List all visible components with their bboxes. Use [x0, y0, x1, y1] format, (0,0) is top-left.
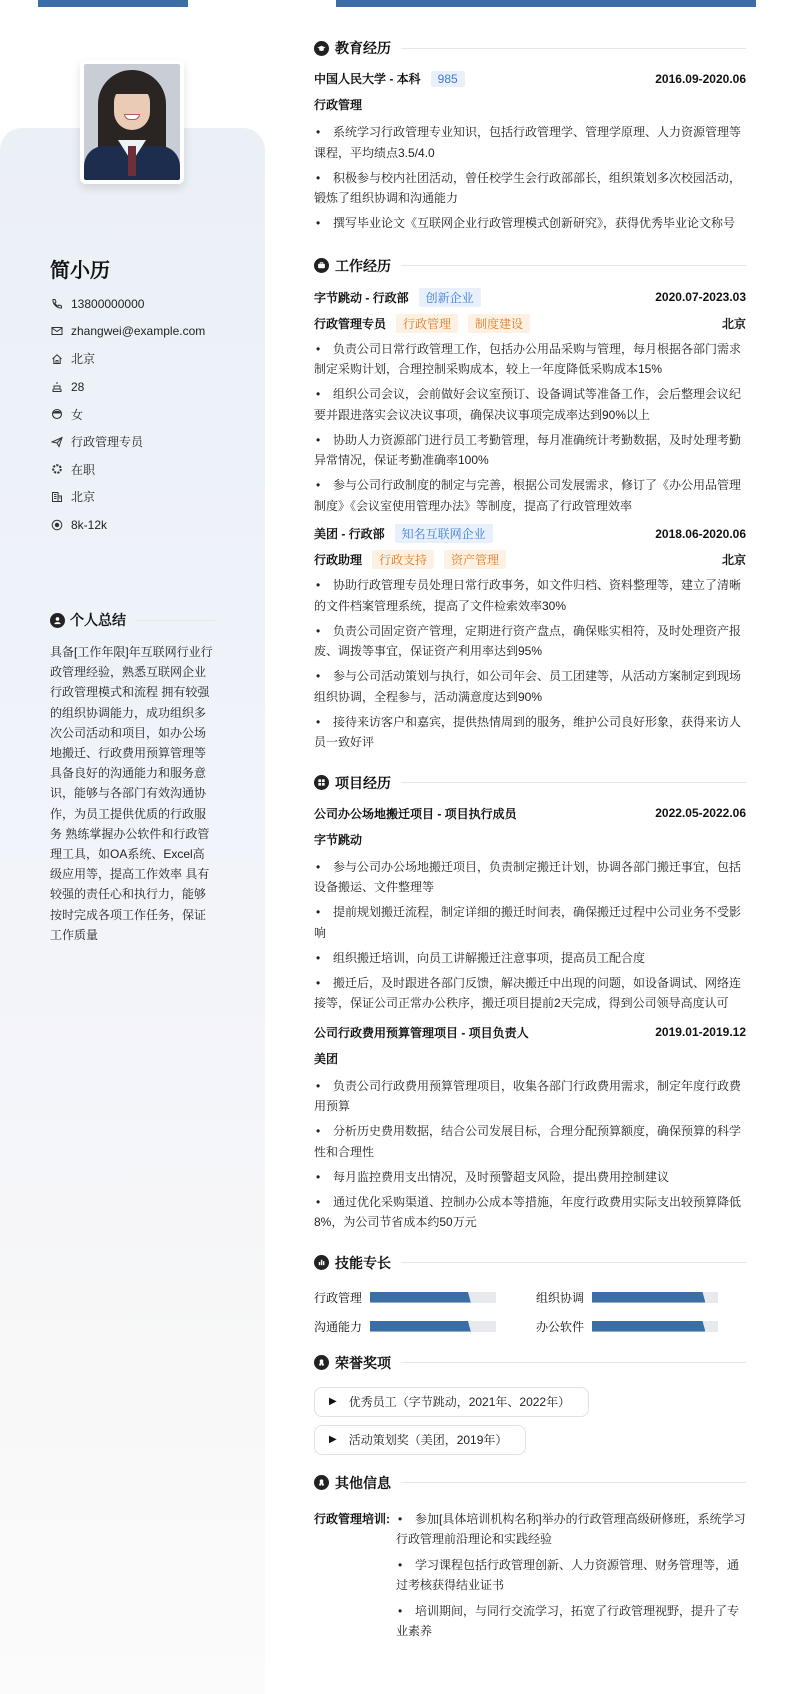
project-org: 字节跳动: [314, 832, 363, 847]
education-section: [314, 36, 746, 234]
avatar: [80, 60, 184, 184]
triangle-right-icon: ▶: [329, 1396, 337, 1407]
skills-section: [314, 1251, 746, 1335]
phone-icon: [50, 297, 64, 311]
education-row: 中国人民大学 - 本科 985 2016.09-2020.06: [314, 71, 746, 86]
work-role-row: 行政管理专员 行政管理 制度建设 北京: [314, 314, 746, 333]
skills-header: 技能专长: [314, 1251, 746, 1275]
list-item: • 搬迁后，及时跟进各部门反馈，解决搬迁中出现的问题，如设备调试、网络连接等，保证公司正常办公秩序，搬迁项目提前2天完成，得到公司领导高度认可: [314, 973, 746, 1014]
list-item: • 参与公司行政制度的制定与完善，根据公司发展需求，修订了《办公用品管理制度》《会议室使用管理办法》等制度，提高了行政管理效率: [314, 475, 746, 516]
other-header: 其他信息: [314, 1471, 746, 1495]
list-item: • 负责公司日常行政管理工作，包括办公用品采购与管理，每月根据各部门需求制定采购计划，合理控制采购成本，较上一年度降低采购成本15%: [314, 339, 746, 380]
contact-job: 行政管理专员: [50, 428, 205, 456]
bar-chart-icon: [314, 1255, 329, 1270]
skills-grid: [314, 1289, 746, 1335]
list-item: • 提前规划搬迁流程，制定详细的搬迁时间表，确保搬迁过程中公司业务不受影响: [314, 902, 746, 943]
awards-header: 荣誉奖项: [314, 1351, 746, 1375]
project-bullets: [314, 857, 746, 1014]
skill-bar-fill: [370, 1321, 471, 1332]
project-bullets: [314, 1076, 746, 1233]
list-item: • 撰写毕业论文《互联网企业行政管理模式创新研究》，获得优秀毕业论文称号: [314, 213, 746, 234]
skill-bar: [370, 1321, 496, 1332]
project-org: 美团: [314, 1051, 339, 1066]
salary-icon: [50, 518, 64, 532]
award-item[interactable]: ▶ 优秀员工（字节跳动，2021年、2022年）: [314, 1387, 589, 1417]
skill-bar-fill: [370, 1292, 471, 1303]
list-item: • 参与公司办公场地搬迁项目，负责制定搬迁计划，协调各部门搬迁事宜，包括设备搬运、文件整理等: [314, 857, 746, 898]
home-icon: [50, 352, 64, 366]
education-bullets: [314, 122, 746, 234]
skill-bar: [592, 1292, 718, 1303]
work-bullets: [314, 339, 746, 517]
projects-section: [314, 771, 746, 1233]
summary-text: 具备[工作年限]年互联网行业行政管理经验，熟悉互联网企业行政管理模式和流程 拥有较强的组织协调能力，成功组织多次公司活动和项目，如办公场地搬迁、行政费用预算管理等 具备良好的沟通能力和服务意识，能够与各部门有效沟通协作，为员工提供优质的行政服务 熟练掌握办公软件和行政管理工具，如OA系统、Excel高级应用等，提高工作效率 具有较强的责任心和执行力，能够按时完成各项工作任务，保证工作质量: [50, 645, 213, 942]
skill-bar-fill: [592, 1292, 705, 1303]
work-location: 北京: [721, 553, 746, 567]
work-location: 北京: [721, 316, 746, 331]
graduation-cap-icon: [314, 41, 329, 56]
list-item: • 协助行政管理专员处理日常行政事务，如文件归档、资料整理等，建立了清晰的文件档案管理系统，提高了文件检索效率30%: [314, 575, 746, 616]
other-section: [314, 1471, 746, 1647]
contact-status: 在职: [50, 456, 205, 484]
company-tag: 创新企业: [419, 288, 481, 307]
award-icon: [314, 1355, 329, 1370]
profile-photo: [84, 64, 180, 180]
info-icon: [314, 1475, 329, 1490]
award-item[interactable]: ▶ 活动策划奖（美团，2019年）: [314, 1425, 526, 1455]
work-bullets: [314, 575, 746, 753]
list-item: • 培训期间，与同行交流学习，拓宽了行政管理视野，提升了专业素养: [396, 1601, 746, 1642]
list-item: • 协助人力资源部门进行员工考勤管理，每月准确统计考勤数据，及时处理考勤异常情况，保证考勤准确率100%: [314, 430, 746, 471]
work-row: 美团 - 行政部 知名互联网企业 2018.06-2020.06: [314, 524, 746, 543]
role-tag: 行政支持: [372, 550, 434, 569]
project-row: 公司行政费用预算管理项目 - 项目负责人 2019.01-2019.12: [314, 1025, 746, 1040]
work-section: [314, 254, 746, 753]
contact-city: 北京: [50, 483, 205, 511]
list-item: • 接待来访客户和嘉宾，提供热情周到的服务，维护公司良好形象，获得来访人员一致好评: [314, 712, 746, 753]
contact-email: zhangwei@example.com: [50, 318, 205, 346]
contact-list: [50, 290, 205, 538]
skill-item: 办公软件: [536, 1318, 746, 1335]
skill-bar: [370, 1292, 496, 1303]
list-item: • 分析历史费用数据，结合公司发展目标，合理分配预算额度，确保预算的科学性和合理性: [314, 1121, 746, 1162]
education-date: 2016.09-2020.06: [655, 71, 746, 86]
divider: [401, 782, 746, 783]
skill-item: 沟通能力: [314, 1318, 536, 1335]
divider: [401, 1362, 746, 1363]
triangle-right-icon: ▶: [329, 1434, 337, 1445]
school-tag: 985: [431, 71, 465, 87]
contact-age: 28: [50, 373, 205, 401]
age-icon: [50, 380, 64, 394]
profile-name: 简小历: [50, 260, 110, 282]
work-date: 2020.07-2023.03: [655, 290, 746, 304]
list-item: • 负责公司固定资产管理，定期进行资产盘点，确保账实相符，及时处理资产报废、调拨等事宜，保证资产利用率达到95%: [314, 621, 746, 662]
divider: [136, 620, 215, 621]
skill-item: 行政管理: [314, 1289, 536, 1306]
top-accent-bar-right: [336, 0, 756, 7]
company-tag: 知名互联网企业: [395, 524, 493, 543]
work-role-row: 行政助理 行政支持 资产管理 北京: [314, 550, 746, 569]
list-item: • 组织搬迁培训，向员工讲解搬迁注意事项，提高员工配合度: [314, 948, 746, 969]
contact-location: 北京: [50, 345, 205, 373]
other-bullets: [396, 1509, 746, 1647]
other-training: [314, 1509, 746, 1647]
main-content: [314, 36, 746, 1647]
list-item: • 学习课程包括行政管理创新、人力资源管理、财务管理等，通过考核获得结业证书: [396, 1555, 746, 1596]
list-item: • 系统学习行政管理专业知识，包括行政管理学、管理学原理、人力资源管理等课程，平均绩点3.5/4.0: [314, 122, 746, 163]
contact-salary: 8k-12k: [50, 511, 205, 539]
project-date: 2022.05-2022.06: [655, 806, 746, 820]
summary-header: 个人总结: [50, 610, 215, 630]
projects-header: 项目经历: [314, 771, 746, 795]
grid-icon: [314, 775, 329, 790]
role-tag: 行政管理: [396, 314, 458, 333]
skill-bar: [592, 1321, 718, 1332]
divider: [401, 1262, 746, 1263]
skill-bar-fill: [592, 1321, 705, 1332]
gender-icon: [50, 407, 64, 421]
skill-item: 组织协调: [536, 1289, 746, 1306]
mail-icon: [50, 324, 64, 338]
role-tag: 资产管理: [444, 550, 506, 569]
awards-section: [314, 1351, 746, 1455]
list-item: • 参与公司活动策划与执行，如公司年会、员工团建等，从活动方案制定到现场组织协调，全程参与，活动满意度达到90%: [314, 666, 746, 707]
list-item: • 积极参与校内社团活动，曾任校学生会行政部部长，组织策划多次校园活动，锻炼了组织协调和沟通能力: [314, 168, 746, 209]
status-icon: [50, 462, 64, 476]
divider: [401, 48, 746, 49]
work-date: 2018.06-2020.06: [655, 526, 746, 541]
education-header: 教育经历: [314, 36, 746, 60]
top-accent-bar-left: [38, 0, 188, 7]
list-item: • 通过优化采购渠道、控制办公成本等措施，年度行政费用实际支出较预算降低8%，为公司节省成本约50万元: [314, 1192, 746, 1233]
job-icon: [50, 435, 64, 449]
work-row: 字节跳动 - 行政部 创新企业 2020.07-2023.03: [314, 288, 746, 307]
role-tag: 制度建设: [468, 314, 530, 333]
briefcase-icon: [314, 258, 329, 273]
divider: [401, 265, 746, 266]
education-major: 行政管理: [314, 98, 363, 112]
list-item: • 参加[具体培训机构名称]举办的行政管理高级研修班，系统学习行政管理前沿理论和实践经验: [396, 1509, 746, 1550]
user-icon: [50, 613, 65, 628]
divider: [401, 1482, 746, 1483]
list-item: • 负责公司行政费用预算管理项目，收集各部门行政费用需求，制定年度行政费用预算: [314, 1076, 746, 1117]
list-item: • 组织公司会议，会前做好会议室预订、设备调试等准备工作，会后整理会议纪要并跟进落实会议决议事项，确保决议事项完成率达到90%以上: [314, 384, 746, 425]
other-label: 行政管理培训:: [314, 1511, 390, 1526]
project-row: 公司办公场地搬迁项目 - 项目执行成员 2022.05-2022.06: [314, 806, 746, 821]
project-date: 2019.01-2019.12: [655, 1025, 746, 1039]
city-icon: [50, 490, 64, 504]
contact-gender: 女: [50, 400, 205, 428]
list-item: • 每月监控费用支出情况，及时预警超支风险，提出费用控制建议: [314, 1167, 746, 1188]
work-header: 工作经历: [314, 254, 746, 278]
contact-phone: 13800000000: [50, 290, 205, 318]
